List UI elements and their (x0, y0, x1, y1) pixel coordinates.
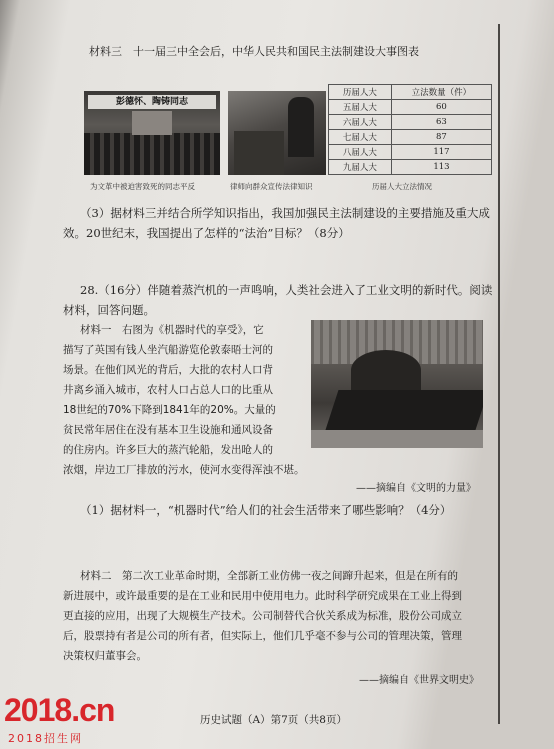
table-row (329, 145, 492, 160)
material3-heading: 材料三 十一届三中全会后，中华人民共和国民主法制建设大事图表 (89, 45, 419, 58)
table-cell: 六届人大 (329, 115, 392, 130)
photo1-caption: 为文革中被迫害致死的同志平反 (90, 182, 195, 191)
table-row (329, 100, 492, 115)
table-cell: 113 (391, 160, 491, 175)
table-row (329, 160, 492, 175)
margin-rule (498, 24, 500, 724)
table-cell: 七届人大 (329, 130, 392, 145)
table-cell: 117 (391, 145, 491, 160)
photo-banner: 彭德怀、陶铸同志 (88, 95, 216, 109)
q1-text: （1）据材料一，“机器时代”给人们的社会生活带来了哪些影响？（4分） (80, 503, 452, 517)
material2-line: 材料二 第二次工业革命时期，全部新工业仿佛一夜之间蹿升起来，但是在所有的 (80, 570, 458, 582)
table-caption: 历届人大立法情况 (372, 182, 432, 191)
material2-line: 决策权归董事会。 (63, 650, 147, 662)
table-cell: 60 (391, 100, 491, 115)
table-cell: 63 (391, 115, 491, 130)
material2-line: 新进展中，或许最重要的是在工业和民用中使用电力。此时科学研究成果在工业上得到 (63, 590, 462, 602)
table-cell: 八届人大 (329, 145, 392, 160)
material1-line: 描写了英国有钱人坐汽船游览伦敦泰晤士河的 (63, 344, 273, 356)
table-cell: 87 (391, 130, 491, 145)
q3-line1: （3）据材料三并结合所学知识指出，我国加强民主法制建设的主要措施及重大成 (80, 206, 490, 220)
material2-line: 更直接的应用，出现了大规模生产技术。公司制替代合伙关系成为标准，股份公司成立 (63, 610, 462, 622)
material2-line: 后，股票持有者是公司的所有者，但实际上，他们几乎毫不参与公司的管理决策，管理 (63, 630, 462, 642)
watermark-logo (4, 690, 164, 748)
q28-line2: 材料，回答问题。 (63, 303, 155, 317)
table-cell: 九届人大 (329, 160, 392, 175)
material1-line: 井离乡涌入城市，农村人口占总人口的比重从 (63, 384, 273, 396)
material1-line: 材料一 右图为《机器时代的享受》，它 (80, 324, 264, 336)
page-footer: 历史试题（A）第7页（共8页） (200, 714, 347, 726)
q3-line2: 效。20世纪末，我国提出了怎样的“法治”目标？（8分） (63, 226, 350, 240)
material1-line: 场景。在他们风光的背后，大批的农村人口背 (63, 364, 273, 376)
table-header: 立法数量（件） (391, 85, 491, 100)
material2-source: ——摘编自《世界文明史》 (359, 675, 479, 686)
table-row (329, 130, 492, 145)
material1-line: 18世纪的70%下降到1841年的20%。大量的 (63, 404, 276, 416)
material1-source: ——摘编自《文明的力量》 (356, 483, 476, 494)
material1-line: 贫民常年居住在没有基本卫生设施和通风设备 (63, 424, 273, 436)
watermark-sub: 2018招生网 (8, 732, 83, 745)
table-cell: 五届人大 (329, 100, 392, 115)
table-row (329, 115, 492, 130)
lawyer-photo (228, 91, 326, 175)
watermark-main: 2018.cn (4, 692, 115, 728)
q28-line1: 28.（16分）伴随着蒸汽机的一声鸣响，人类社会进入了工业文明的新时代。阅读 (80, 283, 493, 297)
rehabilitation-photo (84, 91, 220, 175)
material1-line: 的住房内。许多巨大的蒸汽轮船，发出呛人的 (63, 444, 273, 456)
legislation-table (328, 84, 492, 175)
material1-line: 浓烟，岸边工厂排放的污水，使河水变得浑浊不堪。 (63, 464, 305, 476)
table-header-row (329, 85, 492, 100)
table-header: 历届人大 (329, 85, 392, 100)
photo2-caption: 律师向群众宣传法律知识 (230, 182, 313, 191)
machine-age-picture (311, 320, 483, 448)
